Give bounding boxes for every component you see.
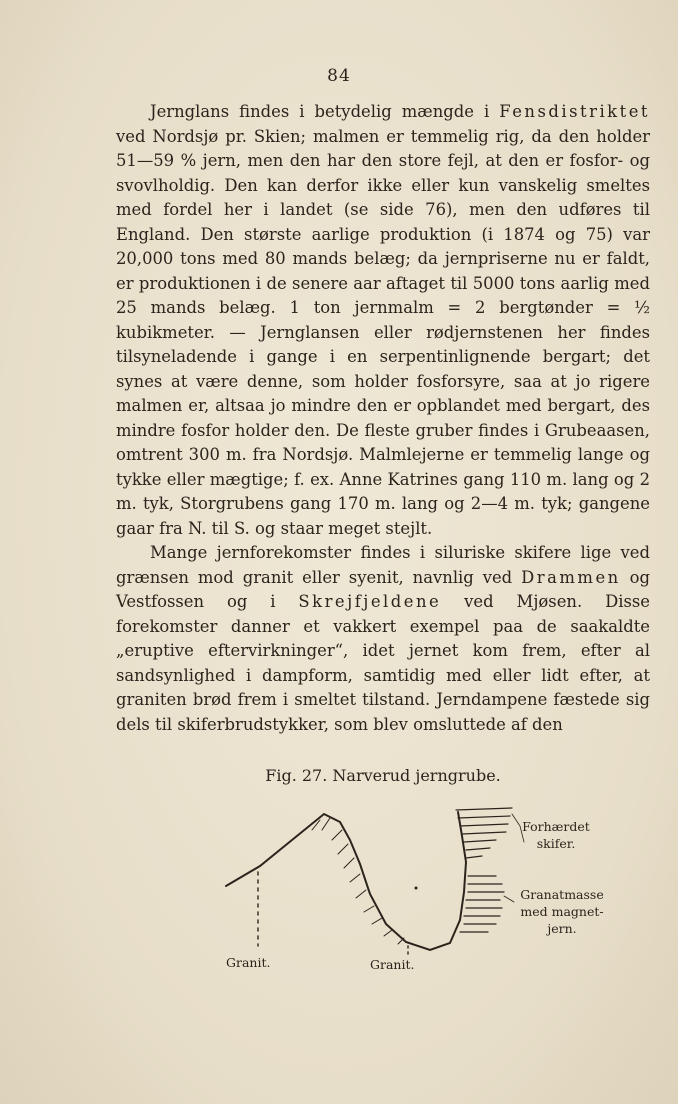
label-granatmasse-line-2: med magnet- [520, 904, 604, 919]
text-segment: Mange jernforekomster findes i siluriske skifere lige ved grænsen mod granit eller syenit, navnlig ved [116, 543, 650, 587]
label-forhaerdet-line-1: Forhærdet [522, 819, 590, 834]
label-forhaerdet-skifer [516, 818, 596, 852]
label-forhaerdet-line-2: skifer. [536, 836, 576, 851]
text-segment: ved Mjøsen. Disse forekomster danner et vakkert exempel paa de saakaldte „eruptive eftervirkninger“, idet jernet kom frem, efter al sandsynlighed i dampform, samtidig med eller lidt efter, at graniten brød frem i smeltet tilstand. Jerndampene fæstede sig dels til skiferbrudstykker, som blev omsluttede af den [116, 592, 650, 734]
text-segment: og Vestfossen og i [116, 567, 650, 611]
label-granatmasse-line-1: Granatmasse [520, 887, 604, 902]
small-mark [415, 887, 418, 890]
ore-mass-hatching [460, 876, 504, 932]
body-text [116, 100, 650, 737]
spaced-place-name: Fensdistriktet [499, 102, 650, 121]
text-segment: Jernglans findes i betydelig mængde i [150, 102, 500, 121]
granite-surface-line [226, 812, 466, 950]
label-granatmasse [512, 886, 612, 937]
label-granatmasse-line-3: jern. [547, 921, 577, 936]
paragraph [116, 100, 650, 541]
paragraph [116, 541, 650, 737]
spaced-place-name: Skrejfjeldene [298, 592, 442, 611]
page-number: 84 [327, 66, 351, 86]
label-granit-right: Granit. [370, 957, 415, 972]
granite-hatching [312, 818, 404, 944]
spaced-place-name: Drammen [521, 567, 621, 587]
text-segment: ved Nordsjø pr. Skien; malmen er temmelig rig, da den holder 51—59 % jern, men den har den store fejl, at den er fosfor- og svovlholdig. Den kan derfor ikke eller kun vanskelig smeltes med fordel her i landet (se side 76), men den udføres til England. Den største aarlige produktion (i 1874 og 75) var 20,000 tons med 80 mands belæg; da jernpriserne nu er faldt, er produktionen i de senere aar aftaget til 5000 tons aarlig med 25 mands belæg. 1 ton jernmalm = 2 bergtønder = ½ kubikmeter. — Jernglansen eller rødjernstenen her findes tilsyneladende i gange i en serpentinlignende bergart; det synes at være denne, som holder fosforsyre, saa at jo rigere malmen er, altsaa jo mindre den er opblandet med bergart, des mindre fosfor holder den. De fleste gruber findes i Grubeaasen, omtrent 300 m. fra Nordsjø. Malmlejerne er temmelig lange og tykke eller mægtige; f. ex. Anne Katrines gang 110 m. lang og 2 m. tyk, Storgrubens gang 170 m. lang og 2—4 m. tyk; gangene gaar fra N. til S. og staar meget stejlt. [116, 126, 650, 538]
figure-caption: Fig. 27. Narverud jerngrube. [265, 766, 501, 785]
mine-cross-section-figure [220, 796, 640, 986]
label-granit-left: Granit. [226, 955, 271, 970]
